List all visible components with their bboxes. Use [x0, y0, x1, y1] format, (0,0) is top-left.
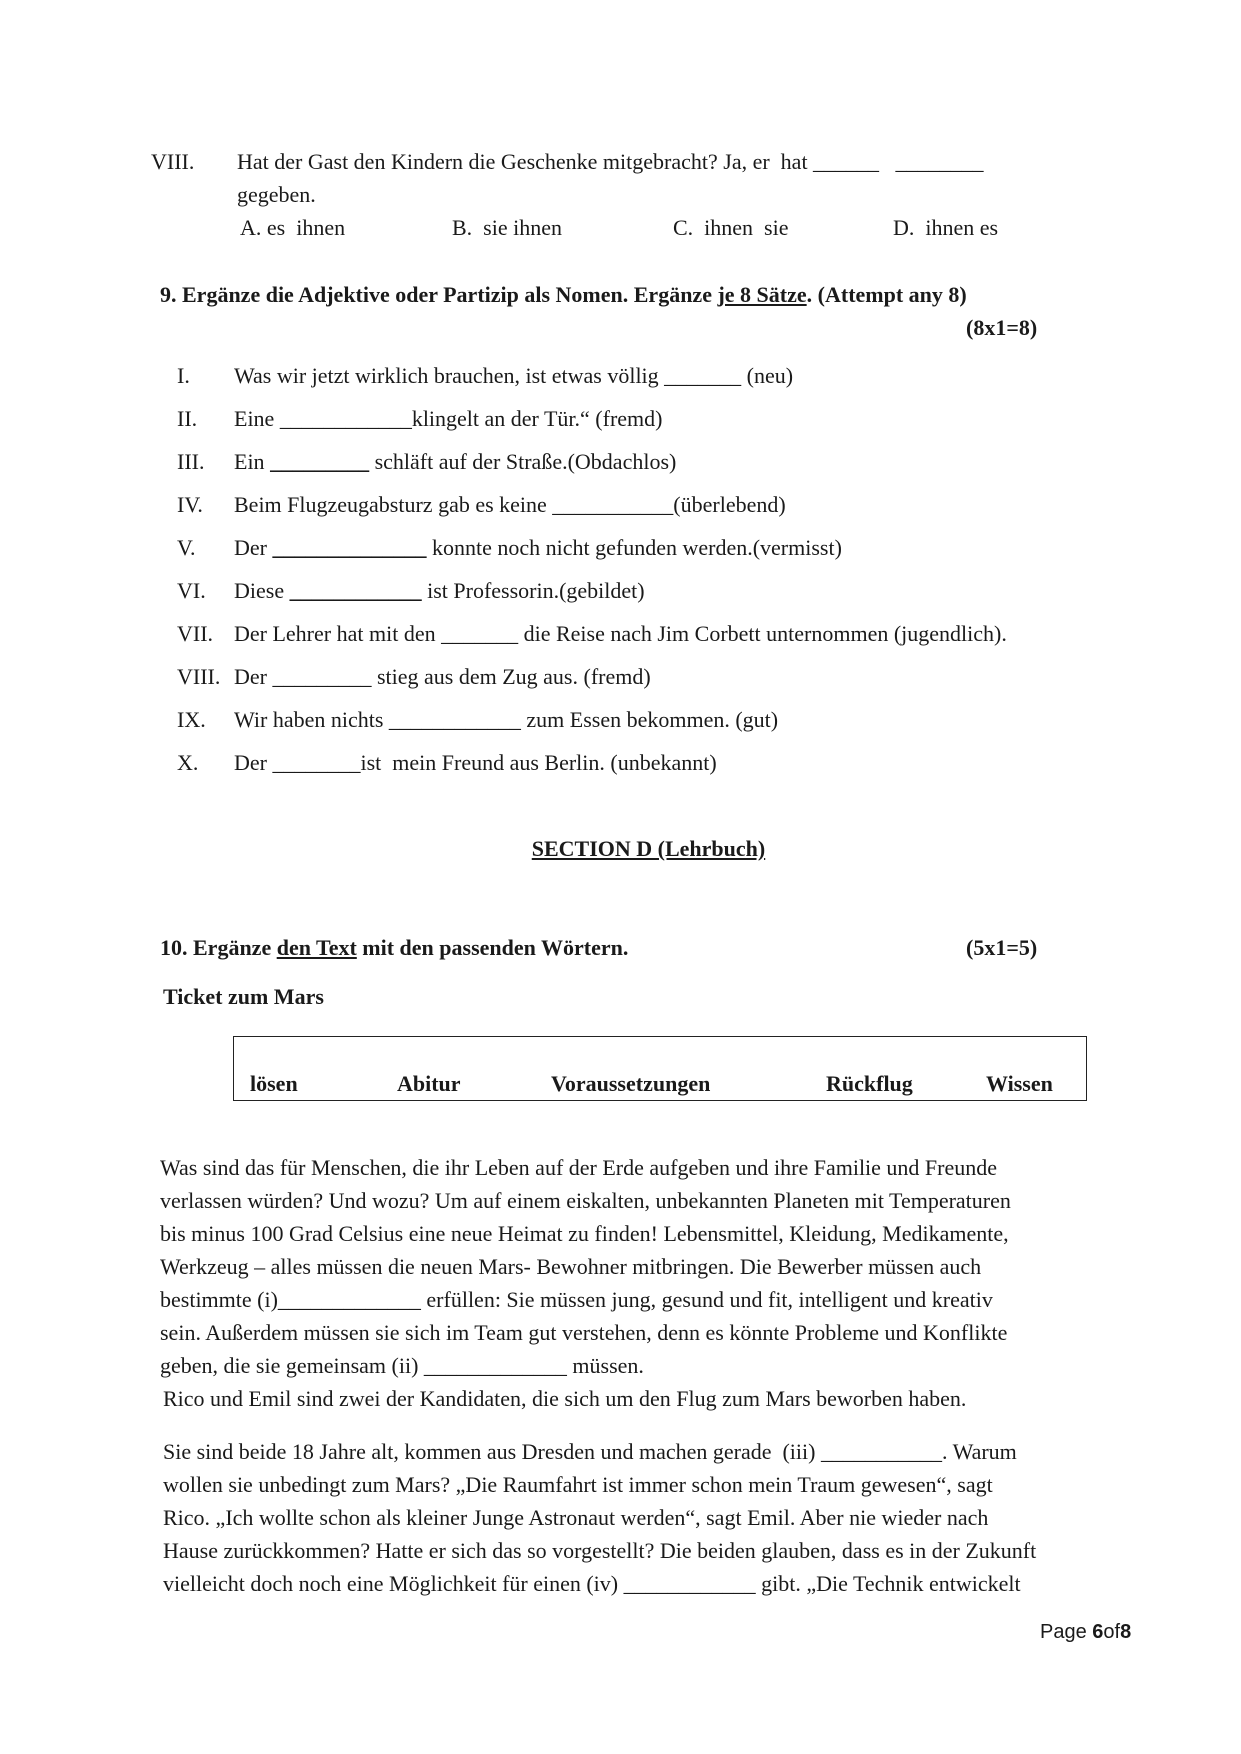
item-numeral: VIII.	[177, 664, 221, 689]
item-text: Der _________ stieg aus dem Zug aus. (fremd)	[234, 664, 651, 689]
item-numeral: X.	[177, 750, 199, 775]
question-9-title: 9. Ergänze die Adjektive oder Partizip als Nomen. Ergänze je 8 Sätze. (Attempt any 8)	[160, 282, 967, 307]
text-subtitle: Ticket zum Mars	[163, 984, 324, 1009]
question-numeral: VIII.	[151, 149, 195, 174]
item-numeral: V.	[177, 535, 196, 560]
item-numeral: VI.	[177, 578, 206, 603]
paragraph-line: bis minus 100 Grad Celsius eine neue Heimat zu finden! Lebensmittel, Kleidung, Medikamente,	[160, 1221, 1009, 1246]
item-text: Diese ____________ ist Professorin.(gebildet)	[234, 578, 645, 603]
item-text: Was wir jetzt wirklich brauchen, ist etwas völlig _______ (neu)	[234, 363, 794, 388]
paragraph-line: Werkzeug – alles müssen die neuen Mars- Bewohner mitbringen. Die Bewerber müssen auch	[160, 1254, 982, 1279]
paragraph-line: vielleicht doch noch eine Möglichkeit für einen (iv) ____________ gibt. „Die Technik entwickelt	[163, 1571, 1021, 1596]
answer-option-a: A. es ihnen	[240, 215, 346, 240]
item-text: Der ______________ konnte noch nicht gefunden werden.(vermisst)	[234, 535, 842, 560]
word-bank-item: Wissen	[986, 1071, 1053, 1096]
paragraph-line: Hause zurückkommen? Hatte er sich das so vorgestellt? Die beiden glauben, dass es in der Zukunft	[163, 1538, 1037, 1563]
word-bank-item: Voraussetzungen	[551, 1071, 711, 1096]
word-bank-item: Rückflug	[826, 1071, 913, 1096]
item-numeral: VII.	[177, 621, 214, 646]
item-numeral: II.	[177, 406, 198, 431]
paragraph-line: Rico und Emil sind zwei der Kandidaten, die sich um den Flug zum Mars beworben haben.	[163, 1386, 967, 1411]
paragraph-line: verlassen würden? Und wozu? Um auf einem eiskalten, unbekannten Planeten mit Temperaturen	[160, 1188, 1011, 1213]
word-bank-box	[233, 1036, 1087, 1101]
paragraph-line: geben, die sie gemeinsam (ii) _____________ müssen.	[160, 1353, 644, 1378]
item-text: Wir haben nichts ____________ zum Essen bekommen. (gut)	[234, 707, 779, 732]
item-text: Der ________ist mein Freund aus Berlin. (unbekannt)	[234, 750, 717, 775]
page-number: Page 6of8	[1040, 1621, 1132, 1643]
question-10-title: 10. Ergänze den Text mit den passenden Wörtern.	[160, 935, 629, 960]
question-9-marks: (8x1=8)	[966, 315, 1038, 340]
question-text-continued: gegeben.	[237, 182, 316, 207]
section-heading: SECTION D (Lehrbuch)	[531, 836, 766, 861]
item-text: Ein _________ schläft auf der Straße.(Obdachlos)	[234, 449, 677, 474]
paragraph-line: Was sind das für Menschen, die ihr Leben auf der Erde aufgeben und ihre Familie und Freunde	[160, 1155, 998, 1180]
item-numeral: IX.	[177, 707, 206, 732]
answer-option-b: B. sie ihnen	[452, 215, 562, 240]
paragraph-line: bestimmte (i)_____________ erfüllen: Sie müssen jung, gesund und fit, intelligent und kreativ	[160, 1287, 993, 1312]
paragraph-line: Sie sind beide 18 Jahre alt, kommen aus Dresden und machen gerade (iii) ___________. Warum	[163, 1439, 1017, 1464]
item-numeral: III.	[177, 449, 205, 474]
answer-option-d: D. ihnen es	[893, 215, 999, 240]
word-bank-item: Abitur	[397, 1071, 461, 1096]
item-text: Eine ____________klingelt an der Tür.“ (fremd)	[234, 406, 663, 431]
reading-paragraph-1	[160, 1155, 1011, 1411]
answer-blank: ______________	[272, 535, 427, 560]
answer-blank: _________	[270, 449, 370, 474]
answer-blank: ____________	[289, 578, 422, 603]
item-text: Beim Flugzeugabsturz gab es keine ___________(überlebend)	[234, 492, 786, 517]
question-10-marks: (5x1=5)	[966, 935, 1038, 960]
reading-paragraph-2	[163, 1439, 1037, 1596]
item-text: Der Lehrer hat mit den _______ die Reise nach Jim Corbett unternommen (jugendlich).	[234, 621, 1007, 646]
answer-option-c: C. ihnen sie	[673, 215, 789, 240]
paragraph-line: wollen sie unbedingt zum Mars? „Die Raumfahrt ist immer schon mein Traum gewesen“, sagt	[163, 1472, 993, 1497]
item-numeral: IV.	[177, 492, 203, 517]
paragraph-line: Rico. „Ich wollte schon als kleiner Junge Astronaut werden“, sagt Emil. Aber nie wieder nach	[163, 1505, 989, 1530]
paragraph-line: sein. Außerdem müssen sie sich im Team gut verstehen, denn es könnte Probleme und Konflikte	[160, 1320, 1008, 1345]
item-numeral: I.	[177, 363, 190, 388]
question-text: Hat der Gast den Kindern die Geschenke mitgebracht? Ja, er hat ______ ________	[237, 149, 984, 174]
word-bank-item: lösen	[250, 1071, 298, 1096]
